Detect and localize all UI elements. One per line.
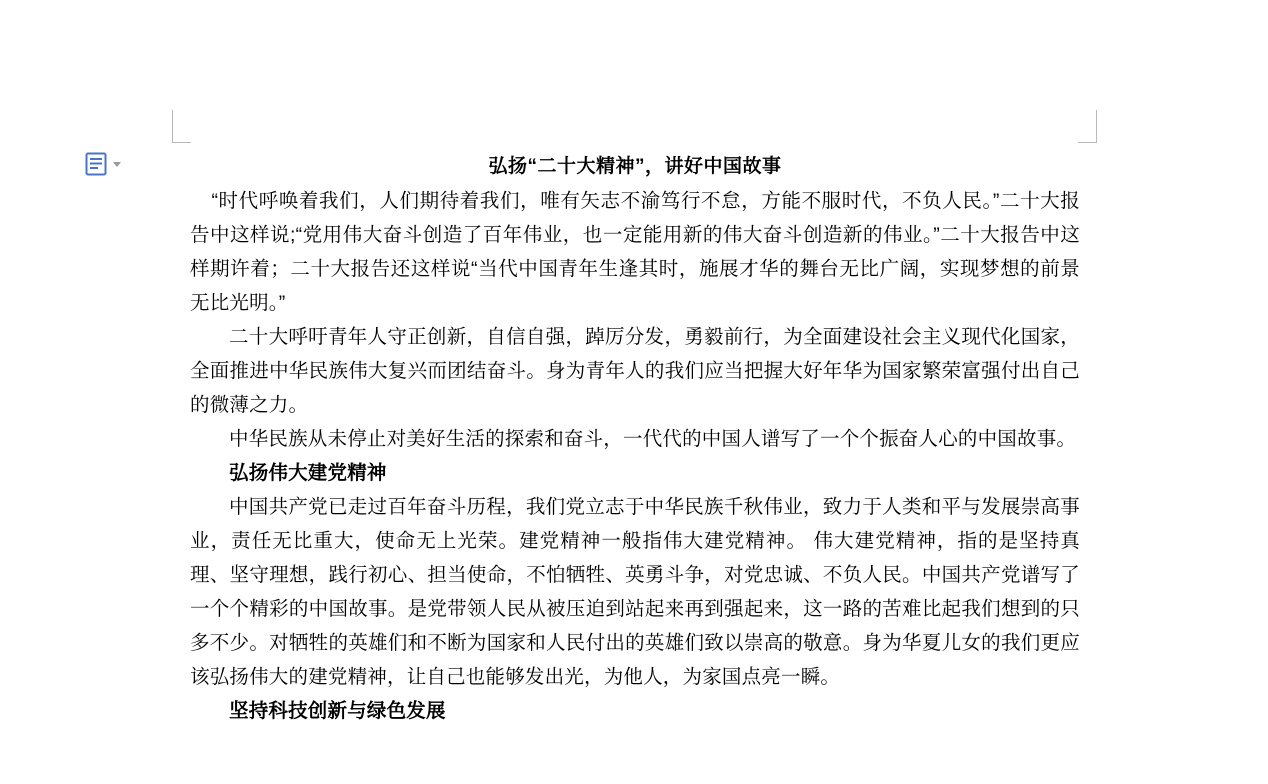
document-icon[interactable] — [85, 152, 107, 176]
paragraph: 中华民族从未停止对美好生活的探索和奋斗，一代代的中国人谱写了一个个振奋人心的中国故事。 — [229, 428, 1077, 450]
paragraph: “时代呼唤着我们，人们期待着我们，唯有矢志不渝笃行不怠，方能不服时代，不负人民。”二十大报告中这样说;“党用伟大奋斗创造了百年伟业，也一定能用新的伟大奋斗创造新的伟业。”二十大报告中这样期许着；二十大报告还这样说“当代中国青年生逢其时，施展才华的舞台无比广阔，实现梦想的前景无比光明。” — [190, 190, 1080, 314]
document-icon-widget[interactable] — [85, 152, 121, 176]
paragraph: 中国共产党已走过百年奋斗历程，我们党立志于中华民族千秋伟业，致力于人类和平与发展崇高事业，责任无比重大，使命无上光荣。建党精神一般指伟大建党精神。 伟大建党精神，指的是坚持真理、坚守理想，践行初心、担当使命，不怕牺牲、英勇斗争，对党忠诚、不负人民。中国共产党谱写了一个个精彩的中国故事。是党带领人民从被压迫到站起来再到强起来，这一路的苦难比起我们想到的只多不少。对牺牲的英雄们和不断为国家和人民付出的英雄们致以崇高的敬意。身为华夏儿女的我们更应该弘扬伟大的建党精神，让自己也能够发出光，为他人，为家国点亮一瞬。 — [190, 496, 1080, 688]
section-heading: 坚持科技创新与绿色发展 — [229, 700, 446, 722]
document-content — [190, 150, 1080, 728]
paragraph: 二十大呼吁青年人守正创新，自信自强，踔厉分发，勇毅前行，为全面建设社会主义现代化国家，全面推进中华民族伟大复兴而团结奋斗。身为青年人的我们应当把握大好年华为国家繁荣富强付出自己的微薄之力。 — [190, 326, 1080, 416]
page-corner-mark-top-right — [1078, 110, 1097, 143]
chevron-down-icon[interactable] — [113, 162, 121, 167]
section-heading: 弘扬伟大建党精神 — [229, 462, 387, 484]
document-title: 弘扬“二十大精神”，讲好中国故事 — [488, 156, 782, 177]
page-corner-mark-top-left — [172, 110, 191, 143]
